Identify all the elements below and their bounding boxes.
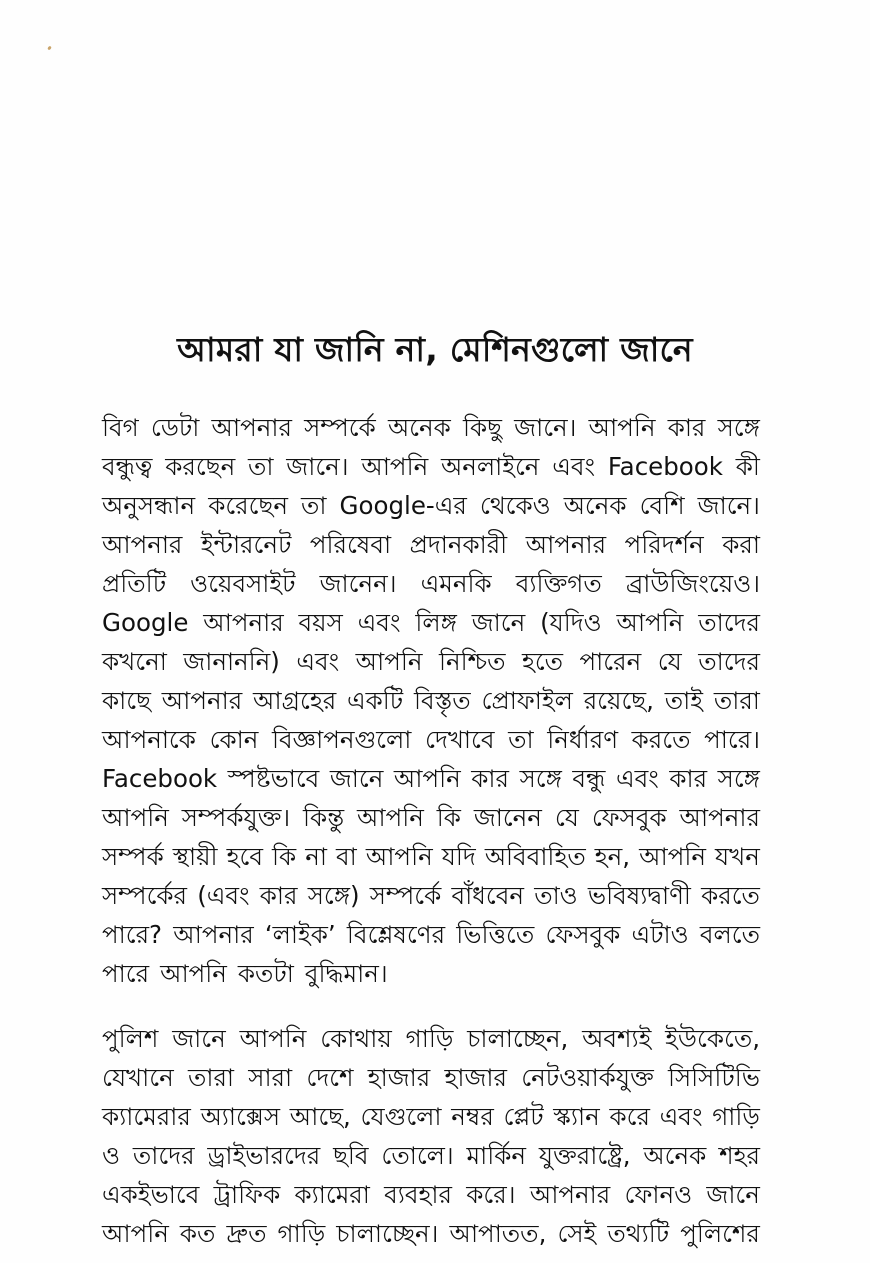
word: ‘লাইক’ (264, 920, 336, 949)
word: এবং (296, 647, 340, 676)
word: হবে (226, 842, 263, 871)
text-line (102, 642, 760, 681)
word: চালাচ্ছেন, (467, 1024, 569, 1053)
word: প্রোফাইল (481, 686, 573, 715)
word: এবং (659, 1102, 703, 1131)
word: প্লেট (503, 1102, 544, 1131)
word: করা (722, 530, 760, 559)
text-line (102, 525, 760, 564)
text-line (102, 1214, 760, 1253)
word: জানে (471, 608, 526, 637)
word: এমনকি (420, 569, 492, 598)
word: বয়স (298, 608, 343, 637)
word: আপনি (365, 842, 433, 871)
word: আপনি (393, 764, 461, 793)
word: ফেসবুক (545, 920, 621, 949)
word: আপনি (160, 959, 227, 988)
word: তোলে। (381, 1141, 454, 1170)
word: নেটওয়ার্কযুক্ত (521, 1063, 654, 1092)
word: ও (102, 1141, 121, 1170)
word: থেকেও (479, 491, 551, 520)
word: আগ্রহের (253, 686, 337, 715)
word: জানে (172, 1024, 226, 1053)
word: এবং (616, 764, 659, 793)
text-line (102, 1058, 760, 1097)
word: হতে (521, 647, 564, 676)
word: পরিদর্শন (624, 530, 704, 559)
word: অনেক (643, 1141, 707, 1170)
word: দ্রুত (226, 1219, 267, 1248)
text-line (102, 1175, 760, 1214)
word: স্ক্যান (553, 1102, 600, 1131)
word: কোথায় (320, 1024, 392, 1053)
word: সম্পর্কযুক্ত। (181, 803, 291, 832)
word: যখন (715, 842, 760, 871)
word: নম্বর (451, 1102, 494, 1131)
word: রয়েছে, (583, 686, 654, 715)
word: জানে। (697, 491, 760, 520)
word: Facebook (607, 452, 723, 481)
word: আপনার (525, 530, 607, 559)
word: হন, (594, 842, 631, 871)
word: জানাননি) (183, 647, 280, 676)
word: Google-এর (339, 491, 467, 520)
word: একইভাবে (102, 1180, 200, 1209)
word: আপনাকে (102, 725, 196, 754)
text-line (102, 798, 760, 837)
word: Facebook (102, 764, 218, 793)
word: লিঙ্গ (415, 608, 457, 637)
word: ফোনও (624, 1180, 693, 1209)
word: অনেক (563, 491, 627, 520)
word: যেগুলো (360, 1102, 442, 1131)
word: আছে, (289, 1102, 351, 1131)
text-line (102, 915, 760, 954)
word: যদি (441, 842, 476, 871)
paper-speck (47, 46, 52, 51)
word: বুদ্ধিমান। (304, 959, 388, 988)
word: কার (259, 881, 298, 910)
word: চালাচ্ছেন। (336, 1219, 439, 1248)
word: এবং (552, 452, 596, 481)
word: কার (669, 764, 708, 793)
word: বা (336, 842, 357, 871)
word: সম্পর্ক (102, 842, 164, 871)
word: ট্রাফিক (213, 1180, 281, 1209)
word: সম্পর্কে (304, 413, 376, 442)
word: বিস্তৃত (414, 686, 471, 715)
word: আপনার (211, 413, 292, 442)
word: স্পষ্টভাবে (227, 764, 320, 793)
word: তাদের (698, 608, 760, 637)
word: আপনি (102, 1219, 169, 1248)
word: বিশ্লেষণের (346, 920, 446, 949)
text-line (102, 1136, 760, 1175)
word: ব্রাউজিংয়েও। (625, 569, 760, 598)
text-line (102, 564, 760, 603)
word: করে। (466, 1180, 516, 1209)
word: কিন্তু (303, 803, 345, 832)
word: ক্যামেরার (102, 1102, 191, 1131)
word: প্রদানকারী (409, 530, 508, 559)
word: করে (609, 1102, 650, 1131)
word: সিসিটিভি (667, 1063, 760, 1092)
word: ক্যামেরা (294, 1180, 370, 1209)
word: আপনি (361, 452, 429, 481)
word: আপনার (173, 920, 254, 949)
word: নিশ্চিত (439, 647, 506, 676)
word: দেখাবে (425, 725, 495, 754)
word: অ্যাক্সেস (200, 1102, 281, 1131)
text-line (102, 447, 760, 486)
word: অনেক (387, 413, 451, 442)
word: সঙ্গে (717, 764, 760, 793)
word: কিছু (462, 413, 502, 442)
text-line (102, 603, 760, 642)
word: বন্ধুত্ব (102, 452, 153, 481)
word: কতটা (237, 959, 294, 988)
word: করতে (701, 881, 760, 910)
word: কত (179, 1219, 216, 1248)
word: বলতে (699, 920, 760, 949)
word: আপনি (355, 647, 423, 676)
word: সম্পর্কের (102, 881, 188, 910)
word: গাড়ি (405, 1024, 454, 1053)
word: অনুসন্ধান (102, 491, 196, 520)
word: তাও (534, 881, 578, 910)
word: আপনি (102, 803, 169, 832)
word: ড্রাইভারদের (207, 1141, 321, 1170)
word: কোন (209, 725, 259, 754)
word: তাদের (132, 1141, 195, 1170)
word: জানে (706, 1180, 760, 1209)
word: বন্ধু (572, 764, 606, 793)
text-line (102, 954, 760, 993)
word: পরিষেবা (309, 530, 392, 559)
word: আপনি (616, 608, 684, 637)
word: এবং (357, 608, 401, 637)
word: করেছেন (208, 491, 288, 520)
text-line (102, 720, 760, 759)
word: (এবং (197, 881, 250, 910)
word: কি (436, 803, 461, 832)
word: যে (554, 803, 579, 832)
word: হাজার (444, 1063, 507, 1092)
word: পুলিশ (102, 1024, 159, 1053)
word: আপনার (529, 1180, 611, 1209)
word: কি (272, 842, 297, 871)
word: তা (508, 725, 534, 754)
word: করতে (631, 725, 691, 754)
word: ভিত্তিতে (456, 920, 535, 949)
text-line (102, 1097, 760, 1136)
word: জানেন (473, 803, 542, 832)
word: ডেটা (150, 413, 200, 442)
word: আপনি (239, 1024, 307, 1053)
word: আপাতত, (449, 1219, 547, 1248)
word: তারা (187, 1063, 235, 1092)
word: আপনি (588, 413, 656, 442)
word: যেখানে (102, 1063, 174, 1092)
chapter-title: আমরা যা জানি না, মেশিনগুলো জানে (177, 330, 693, 369)
word: কী (735, 452, 760, 481)
word: আপনার (161, 686, 243, 715)
word: কখনো (102, 647, 167, 676)
word: সঙ্গে (717, 413, 760, 442)
word: ব্যবহার (384, 1180, 453, 1209)
word: জানে। (286, 452, 349, 481)
word: ব্যক্তিগত (515, 569, 602, 598)
word: পারেন (579, 647, 642, 676)
word: গাড়ি (712, 1102, 760, 1131)
word: কার (471, 764, 510, 793)
word: ওয়েবসাইট (190, 569, 296, 598)
word: পারে। (704, 725, 760, 754)
word: আপনার (102, 530, 183, 559)
word: অবশ্যই (582, 1024, 652, 1053)
word: একটি (347, 686, 404, 715)
word: তাদের (698, 647, 760, 676)
word: যুক্তরাষ্ট্রে, (538, 1141, 631, 1170)
word: দেশে (306, 1063, 354, 1092)
word: আপনি (357, 803, 424, 832)
word: সারা (248, 1063, 293, 1092)
word: Google (102, 608, 189, 637)
word: প্রতিটি (102, 569, 167, 598)
word: মার্কিন (466, 1141, 527, 1170)
word: করছেন (165, 452, 236, 481)
word: পুলিশের (680, 1219, 760, 1248)
word: হাজার (367, 1063, 431, 1092)
body-text (102, 408, 760, 1253)
text-line (102, 837, 760, 876)
word: বেশি (639, 491, 685, 520)
word: বাঁধবেন (451, 881, 525, 910)
text-line (102, 1019, 760, 1058)
word: শহর (719, 1141, 760, 1170)
word: পারে? (102, 920, 163, 949)
word: কাছে (102, 686, 151, 715)
word: তথ্যটি (607, 1219, 670, 1248)
word: গাড়ি (277, 1219, 326, 1248)
word: তা (300, 491, 327, 520)
word: ইউকেতে, (665, 1024, 760, 1053)
word: কার (667, 413, 706, 442)
word: (যদিও (540, 608, 602, 637)
word: অনলাইনে (441, 452, 540, 481)
word: তাই (664, 686, 703, 715)
word: সঙ্গে (519, 764, 562, 793)
word: ভবিষ্যদ্বাণী (587, 881, 691, 910)
text-line (102, 876, 760, 915)
word: ছবি (333, 1141, 369, 1170)
word: যে (657, 647, 682, 676)
word: অবিবাহিত (484, 842, 586, 871)
word: তারা (713, 686, 760, 715)
word: স্থায়ী (172, 842, 218, 871)
paragraph (102, 408, 760, 993)
text-line (102, 681, 760, 720)
word: না (305, 842, 327, 871)
word: ইন্টারনেট (200, 530, 292, 559)
word: জানেন। (319, 569, 397, 598)
word: তা (248, 452, 274, 481)
word: আপনার (203, 608, 284, 637)
text-line (102, 486, 760, 525)
word: বিজ্ঞাপনগুলো (272, 725, 412, 754)
word: এটাও (631, 920, 689, 949)
word: সম্পর্কে (369, 881, 442, 910)
text-line (102, 408, 760, 447)
word: জানে। (514, 413, 577, 442)
paragraph (102, 1019, 760, 1253)
word: নির্ধারণ (547, 725, 619, 754)
word: আপনি (639, 842, 706, 871)
word: সঙ্গে) (307, 881, 360, 910)
word: জানে (329, 764, 384, 793)
word: পারে (102, 959, 150, 988)
word: বিগ (102, 413, 139, 442)
word: ফেসবুক (591, 803, 667, 832)
word: আপনার (679, 803, 760, 832)
word: সেই (557, 1219, 597, 1248)
text-line (102, 759, 760, 798)
